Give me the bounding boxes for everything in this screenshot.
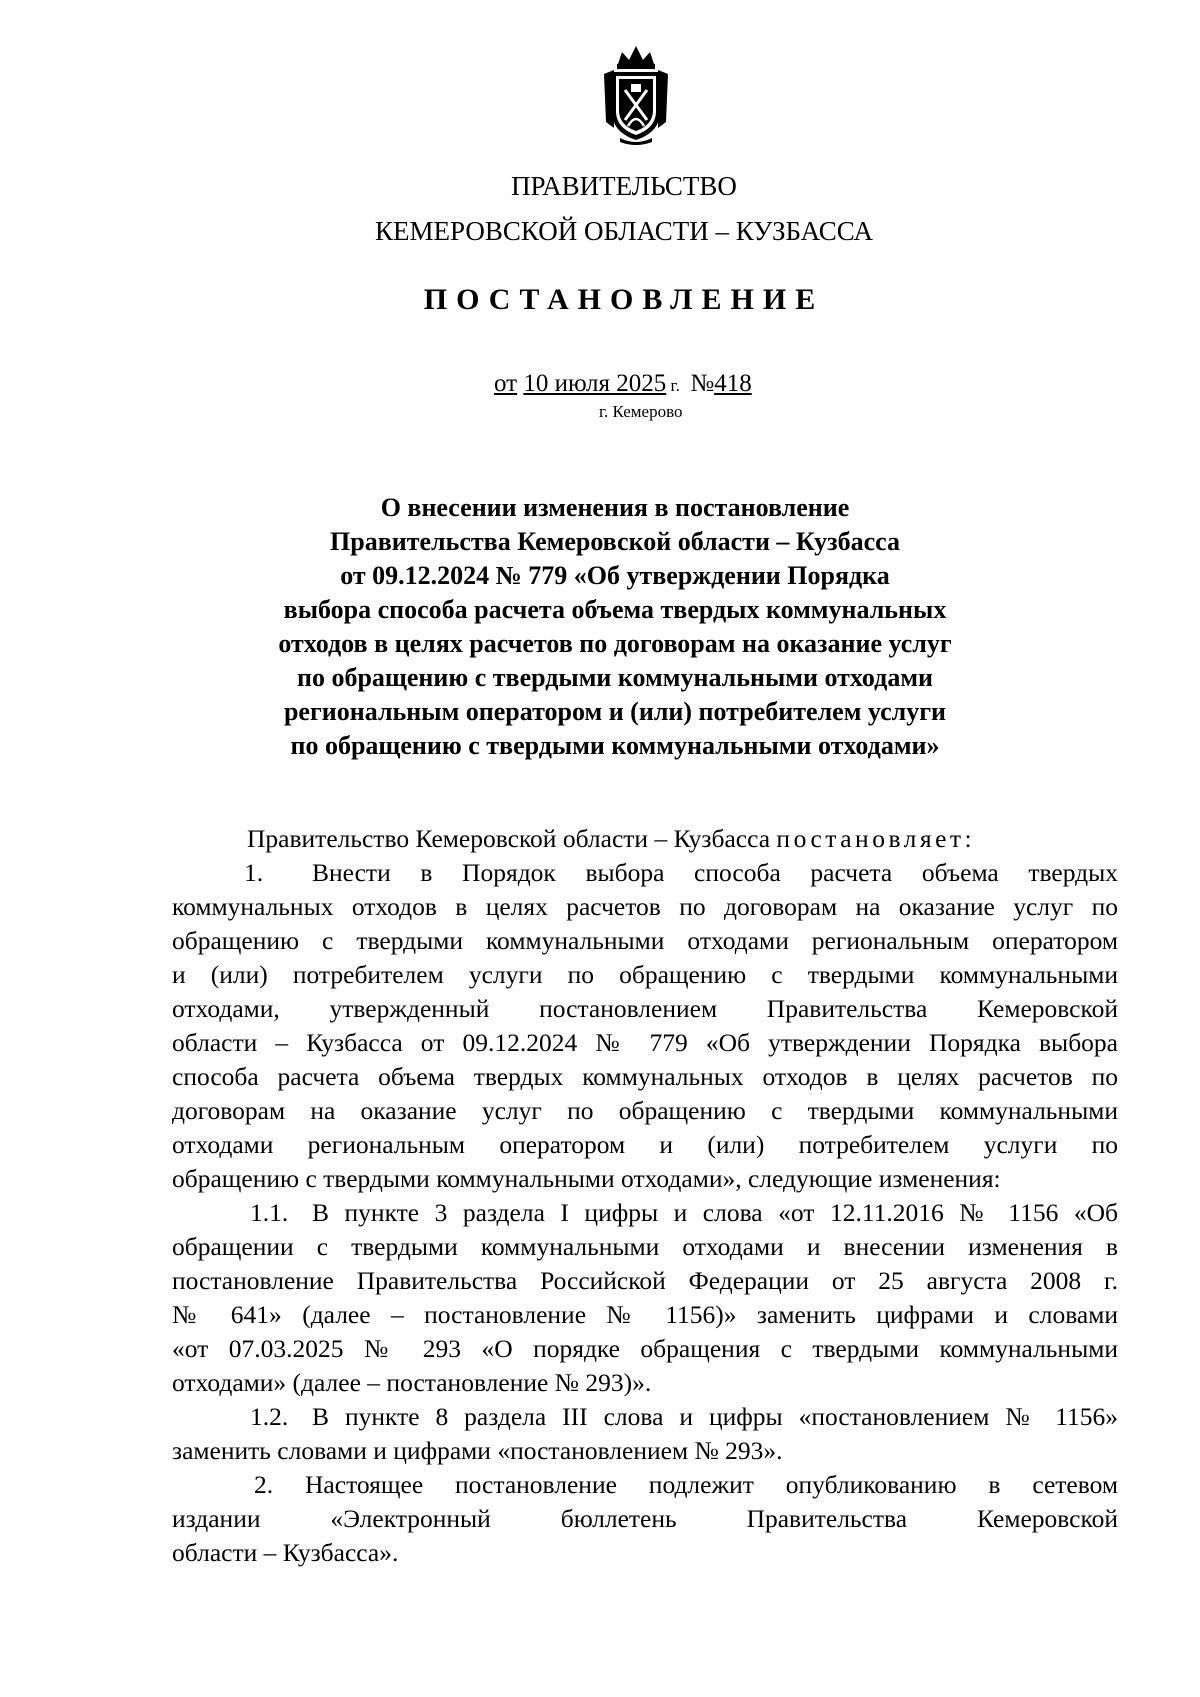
paragraph-1-1-line: № 641» (далее – постановление № 1156)» заменить цифрами и словами (172, 1300, 1118, 1329)
coat-of-arms-icon (598, 42, 674, 146)
paragraph-1-1-number: 1.1. (250, 1198, 289, 1227)
paragraph-1-1-line: отходами» (далее – постановление № 293)». (172, 1368, 652, 1397)
paragraph-1-1-line: «от 07.03.2025 № 293 «О порядке обращения с твердыми коммунальными (172, 1334, 1118, 1363)
paragraph-1-number: 1. (244, 858, 264, 887)
year-abbr: г. (670, 376, 680, 395)
title-line: отходов в целях расчетов по договорам на оказание услуг (278, 629, 952, 658)
document-number: 418 (714, 370, 752, 397)
paragraph-1-2-line: заменить словами и цифрами «постановлением № 293». (172, 1436, 783, 1465)
paragraph-1-line: и (или) потребителем услуги по обращению с твердыми коммунальными (172, 960, 1118, 989)
city: г. Кемерово (599, 402, 683, 421)
paragraph-1-line: области – Кузбасса от 09.12.2024 № 779 «Об утверждении Порядка выбора (172, 1028, 1118, 1057)
paragraph-1-1-line: 1.1. В пункте 3 раздела I цифры и слова «от 12.11.2016 № 1156 «Об (172, 1196, 1118, 1230)
document-type-heading: ПОСТАНОВЛЕНИЕ (423, 283, 825, 316)
paragraph-1-line: коммунальных отходов в целях расчетов по договорам на оказание услуг по (172, 892, 1118, 921)
dateline (494, 370, 752, 398)
title-line: по обращению с твердыми коммунальными отходами» (290, 731, 940, 760)
paragraph-2-line: издании «Электронный бюллетень Правительства Кемеровской (172, 1504, 1118, 1533)
document-body (172, 822, 1118, 1570)
paragraph-1-line: отходами, утвержденный постановлением Правительства Кемеровской (172, 994, 1118, 1023)
document-title (190, 491, 1040, 763)
title-line: региональным оператором и (или) потребителем услуги (283, 697, 947, 726)
preamble: Правительство Кемеровской области – Кузбасса постановляет: (247, 824, 976, 853)
paragraph-1-2-number: 1.2. (250, 1402, 289, 1431)
paragraph-1-2-line: 1.2. В пункте 8 раздела III слова и цифры «постановлением № 1156» (172, 1400, 1118, 1434)
document-date: 10 июля 2025 (523, 370, 667, 397)
organization-name-line2: КЕМЕРОВСКОЙ ОБЛАСТИ – КУЗБАССА (375, 216, 873, 246)
paragraph-2-line: области – Кузбасса». (172, 1538, 399, 1567)
paragraph-1-line: отходами региональным оператором и (или) потребителем услуги по (172, 1130, 1118, 1159)
organization-name-line1: ПРАВИТЕЛЬСТВО (511, 171, 737, 201)
preamble-action: постановляет: (776, 824, 976, 853)
title-line: от 09.12.2024 № 779 «Об утверждении Порядка (340, 561, 890, 590)
date-prefix: от (494, 370, 518, 397)
title-line: Правительства Кемеровской области – Кузбасса (330, 527, 900, 556)
paragraph-1-1-line: постановление Правительства Российской Федерации от 25 августа 2008 г. (172, 1266, 1118, 1295)
paragraph-1-1-line: обращении с твердыми коммунальными отходами и внесении изменения в (172, 1232, 1118, 1261)
paragraph-1-line: способа расчета объема твердых коммунальных отходов в целях расчетов по (172, 1062, 1118, 1091)
title-line: О внесении изменения в постановление (380, 493, 850, 522)
paragraph-1-line: обращению с твердыми коммунальными отходами региональным оператором (172, 926, 1118, 955)
paragraph-2-line: 2. Настоящее постановление подлежит опубликованию в сетевом (254, 1470, 1118, 1499)
number-sign: № (690, 370, 715, 397)
paragraph-1-line: договорам на оказание услуг по обращению с твердыми коммунальными (172, 1096, 1118, 1125)
paragraph-1-line: 1. Внести в Порядок выбора способа расчета объема твердых (172, 856, 1118, 890)
title-line: выбора способа расчета объема твердых коммунальных (283, 595, 947, 624)
paragraph-1-line: обращению с твердыми коммунальными отходами», следующие изменения: (172, 1164, 1001, 1193)
title-line: по обращению с твердыми коммунальными отходами (296, 663, 934, 692)
